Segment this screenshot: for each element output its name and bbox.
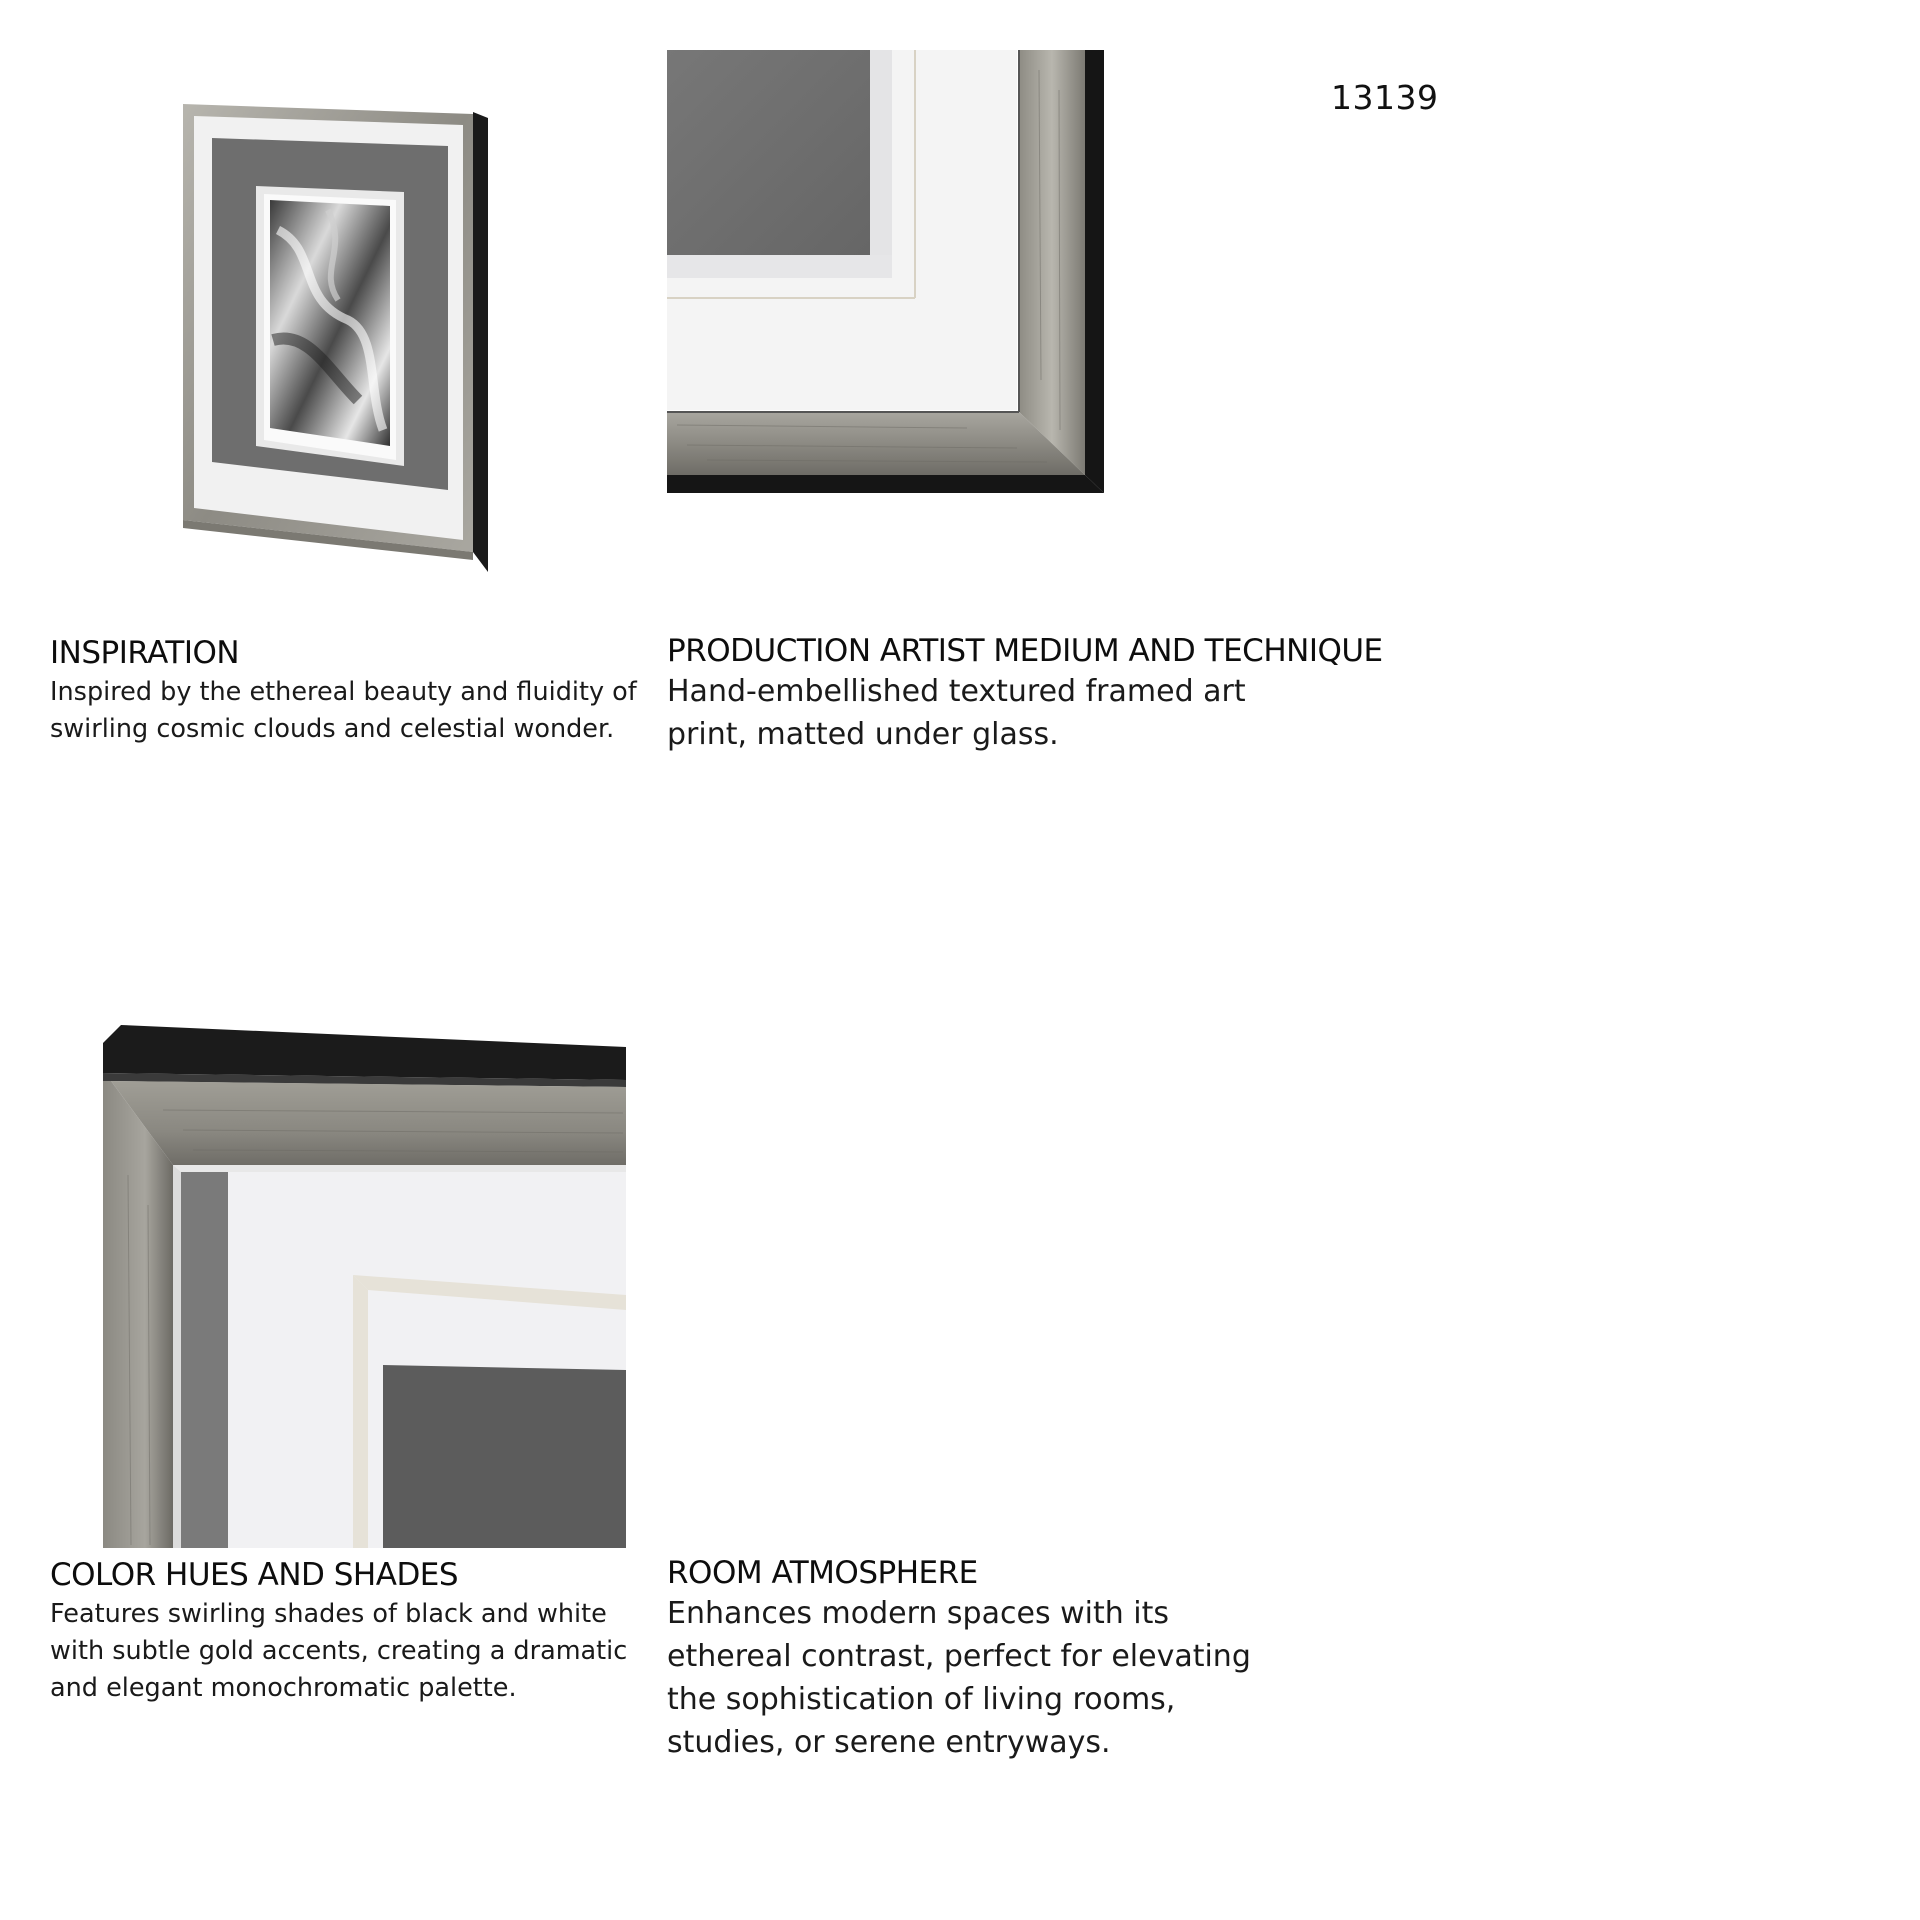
color-line: Features swirling shades of black and white [50,1598,607,1629]
room-line: Enhances modern spaces with its [667,1595,1170,1631]
frame-corner-closeup-top [667,50,1104,493]
room-line: ethereal contrast, perfect for elevating [667,1638,1251,1674]
production-section [667,634,1867,756]
inspiration-line: swirling cosmic clouds and celestial wonder. [50,713,615,744]
room-heading: ROOM ATMOSPHERE [667,1555,978,1591]
color-line: and elegant monochromatic palette. [50,1672,517,1703]
color-text [50,1596,650,1707]
room-text [667,1592,1267,1764]
inspiration-section [50,636,640,748]
room-line: the sophistication of living rooms, [667,1681,1176,1717]
production-line: print, matted under glass. [667,716,1059,752]
production-heading: PRODUCTION ARTIST MEDIUM AND TECHNIQUE [667,633,1383,669]
color-heading: COLOR HUES AND SHADES [50,1557,459,1593]
inspiration-line: Inspired by the ethereal beauty and fluidity of [50,676,637,707]
inspiration-heading: INSPIRATION [50,635,240,671]
framed-art-image [178,100,493,580]
production-text [667,670,1267,756]
inspiration-text [50,674,640,748]
product-number: 13139 [1331,78,1439,117]
room-line: studies, or serene entryways. [667,1724,1111,1760]
color-line: with subtle gold accents, creating a dramatic [50,1635,628,1666]
frame-corner-closeup-bottom [103,1025,626,1548]
production-line: Hand-embellished textured framed art [667,673,1246,709]
color-section [50,1558,650,1707]
room-section [667,1556,1267,1764]
